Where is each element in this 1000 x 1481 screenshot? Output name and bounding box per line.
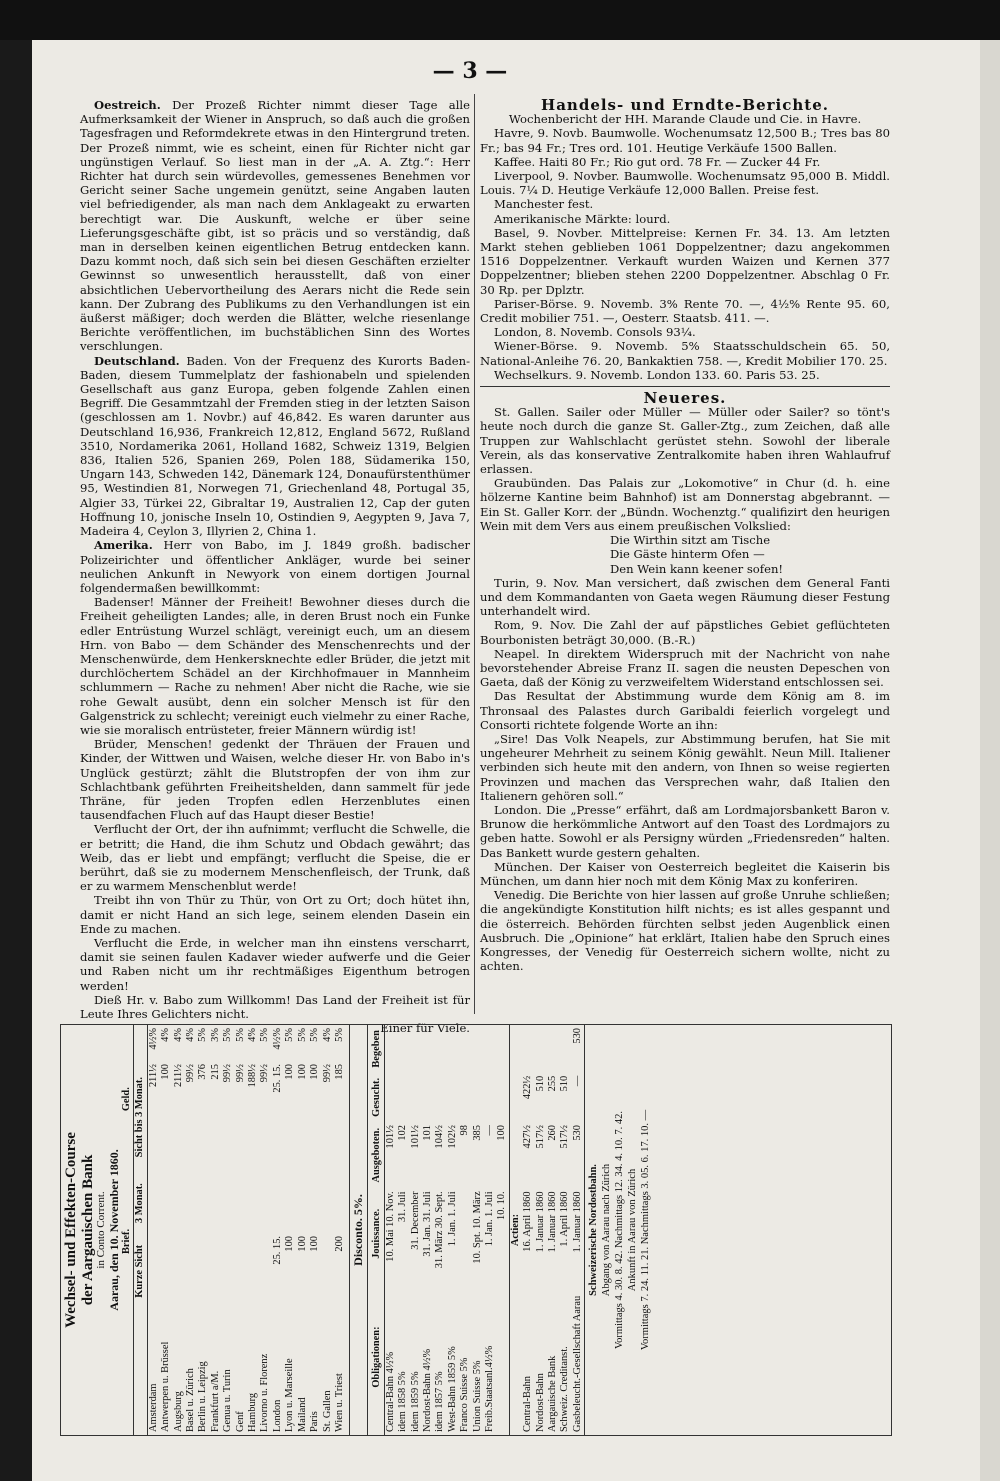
table-cell: 427½ [522,1125,534,1149]
table-cell: 5% [296,1028,308,1042]
table-cell [410,1025,422,1073]
table-cell: 211½ [172,1064,184,1088]
table-cell: 100 [284,1236,296,1252]
table-cell [173,1173,185,1233]
train-schedule [584,1025,652,1435]
text-neapel-1: Neapel. In direktem Widerspruch mit der Nachricht von nahe bevorstehender Abreise Franz II. sagen die neusten Depeschen von Gaeta, daß der König zu verzweifeltem Widerstand entschlossen sei. [480,646,890,690]
table-cell [185,1173,197,1233]
table-cell: 517½ [534,1125,546,1149]
text-wochenbericht: Wochenbericht der HH. Marande Claude und Cie. in Havre. [508,112,862,127]
actien-header: Actien: [509,1213,521,1247]
table-cell [559,1025,571,1073]
text-venedig: Venedig. Die Berichte von hier lassen auf große Unruhe schließen; die angekündigte Konstitution hilft nichts; es ist alles gespannt und die österreich. Behörden fürchten selbst jeden Augenblick einen Ausbruch. Die „Opinione“ hat erklärt, Italien habe den Spruch eines Kongresses, der Venedig für Oesterreich sichern wollte, nicht zu achten. [480,888,890,974]
text-basel: Basel, 9. Novber. Mittelpreise: Kernen Fr. 34. 13. Am letzten Markt stehen geblieben 1061 Doppelzentner; dazu angekommen 1516 Doppelzentner. Verkauft wurden Waizen und Kernen 377 Doppelzentner; blieben stehen 2200 Doppelzentner. Abschlag 0 Fr. 30 Rp. per Dplztr. [480,225,890,297]
table-cell: 1. Jan. 1. Juli [483,1191,495,1247]
table-cell: 215 [209,1064,221,1080]
table-row [322,1025,334,1435]
table-row [309,1025,321,1435]
table-row [559,1025,571,1435]
header-cell: Kurze Sicht [134,1233,147,1310]
table-cell: 99½ [185,1064,197,1083]
table-cell: 31. Jan. 31. Juli [421,1191,433,1257]
table-cell [210,1173,222,1233]
table-cell: Nordost-Bahn 4½% [421,1348,433,1432]
table-cell: 4½% [147,1028,159,1050]
header-cell: Ausgeboten. [371,1122,384,1188]
oblig-header-row [371,1025,384,1435]
table-cell [322,1173,334,1233]
text-amerika-2: Badenser! Männer der Freiheit! Bewohner dieses durch die Freiheit geheiligten Landes; alle, in deren Brust noch ein Funke edler Entrüstung Wurzel schlägt, vereinigt euch, um an diesem Hrn. von Babo — dem Schänder des Menschenrechts und der Menschenwürde, dem Henkersknechte edler Brüder, die jetzt mit durchlöchertem Schädel an der Kirchhofmauer in Mannheim schlummern — Rache zu nehmen! Aber nicht die Rache, wie sie rohe Gewalt ausübt, denn ein solcher Mensch ist für den Galgenstrick zu schlecht; vereinigt euch vielmehr zu einer Rache, wie sie moralisch entrüsteter, freier Männern würdig ist! [80,595,470,737]
table-cell: 5% [309,1028,321,1042]
table-cell: 4% [247,1028,259,1042]
table-cell: 101 [421,1125,433,1141]
table-cell: — [483,1125,495,1136]
text-muenchen: München. Der Kaiser von Oesterreich begleitet die Kaiserin bis München, um dann hier noch mit dem König Max zu konferiren. [480,859,890,888]
table-cell [309,1173,321,1233]
text-amerika-3: Brüder, Menschen! gedenkt der Thräuen der Frauen und Kinder, der Wittwen und Waisen, welche dieser Hr. von Babo in's Unglück gestürzt; zählt die Blutstropfen der von ihm zur Schlachtbank geführten Freiheitshelden, dann sammelt für jede Thräne, für jeden Tropfen edlen Herzenblutes einen tausendfachen Fluch auf das Haupt dieser Bestie! [80,737,470,823]
table-cell [235,1173,247,1233]
table-cell: 102½ [446,1125,458,1149]
table-row [210,1025,222,1435]
table-cell [272,1173,284,1233]
table-cell: 1. Januar 1860 [571,1191,583,1253]
table-cell: 99½ [259,1064,271,1083]
rates-body [147,1025,346,1435]
table-cell: 255 [547,1075,558,1092]
table-cell: 99½ [222,1064,234,1083]
table-row [459,1025,471,1435]
table-cell [197,1233,209,1310]
train-arrival-times: Vormittags 7. 24. 11. 21. Nachmittags 3. 05. 6. 17. 10. — [640,1109,652,1351]
table-cell [459,1188,471,1279]
table-cell [147,1173,160,1233]
text-graubuenden: Graubünden. Das Palais zur „Lokomotive“ in Chur (d. h. eine hölzerne Kantine beim Bahnhof) ist am Donnerstag abgebrannt. — Ein St. Galler Korr. der „Bündn. Wochenztg.“ qualifizirt den heurigen Wein mit dem Vers aus einem preußischen Volkslied: [480,476,890,533]
table-cell: 1. Januar 1860 [534,1191,546,1253]
table-cell [434,1073,446,1122]
table-cell: Paris [309,1411,321,1432]
table-cell: 188½ [247,1064,259,1088]
text-oestreich: Der Prozeß Richter nimmt dieser Tage alle Aufmerksamkeit der Wiener in Anspruch, so daß auch die großen Tagesfragen und Reformdekrete etwas in den Hintergrund treten. Der Prozeß nimmt, wie es scheint, einen für Richter nicht gar ungünstigen Verlauf. So liest man in der „A. A. Ztg.“: Herr Richter hat durch sein würdevolles, gemessenes Benehmen vor Gericht seiner Sache ungemein genützt, seine Angaben lauten viel befriedigender, als man nach dem Anklageakt zu erwarten berechtigt war. Die Auskunft, welche er über seine Lieferungsgeschäfte gibt, ist so präcis und so verständig, daß man in derselben keinen eigentlichen Betrug entdecken kann. Dazu kommt noch, daß sich sein bei diesen Geschäften erzielter Gewinnst so unwesentlich herausstellt, daß von einer absichtlichen Uebervortheilung des Aerars nicht die Rede sein kann. Der Zubrang des Publikums zu den Verhandlungen ist ein äußerst mäßiger; doch werden die Blätter, welche riesenlange Berichte veröffentlichen, im buchstäblichen Sinn des Wortes verschlungen. [80,98,470,354]
exchange-table-box [60,1024,892,1436]
table-cell: 4% [172,1028,184,1042]
table-cell: 100 [496,1125,508,1141]
text-neapel-3: „Sire! Das Volk Neapels, zur Abstimmung berufen, hat Sie mit ungeheurer Mehrheit zu seinem König gewählt. Neun Mill. Italiener verbinden sich heute mit den andern, von Ihnen so weise regierten Provinzen und machen das Versprechen wahr, daß Italien den Italienern gehören soll.“ [480,731,890,803]
table-cell: West-Bahn 1859 5% [446,1346,458,1432]
table-cell [197,1173,209,1233]
table-cell: 100 [309,1236,321,1252]
table-cell: Lyon u. Marseille [284,1358,296,1432]
table-cell [484,1073,496,1122]
table-cell: Hamburg [247,1392,259,1432]
table-cell [496,1025,509,1073]
table-cell: Gasbeleucht.-Gesellschaft Aarau [571,1295,583,1432]
text-london-presse: London. Die „Presse“ erfährt, daß am Lordmajorsbankett Baron v. Brunow die herkömmliche Antwort auf den Toast des Lordmajors zu geben hatte. Sowohl er als Persigny würden „Friedensreden“ halten. Das Bankett wurde gestern gehalten. [480,802,890,860]
text-kaffee: Kaffee. Haiti 80 Fr.; Rio gut ord. 78 Fr. — Zucker 44 Fr. [494,154,821,169]
table-subtitle-2: in Conto Corrent. [95,1191,107,1269]
column-divider [474,94,475,1014]
table-cell [447,1025,459,1073]
left-column [80,98,471,1036]
table-row [522,1025,534,1435]
group-header-geld: Geld. [121,1025,134,1173]
table-cell [384,1025,397,1073]
page-edge [980,40,1000,1481]
table-cell: 510 [534,1075,546,1092]
table-cell [160,1173,172,1233]
table-row [472,1025,484,1435]
table-row [222,1025,234,1435]
text-pariser-boerse: Pariser-Börse. 9. Novemb. 3% Rente 70. —, 4½% Rente 95. 60, Credit mobilier 751. —, Oesterr. Staatsb. 411. —. [480,296,890,326]
table-cell: Freib.Staatsanl.4½% [483,1345,495,1432]
table-cell [496,1279,509,1435]
text-manchester: Manchester fest. [494,197,594,212]
table-cell: 100 [296,1064,308,1080]
heading-deutschland: Deutschland. [94,353,180,368]
table-cell: 99½ [234,1064,246,1083]
heading-amerika: Amerika. [94,538,153,553]
table-cell [535,1025,547,1073]
header-cell [134,1025,147,1061]
table-cell: Aargauische Bank [547,1355,558,1432]
table-cell: Basel u. Zürich [185,1368,197,1432]
table-cell [259,1173,271,1233]
table-row [160,1025,172,1435]
table-cell: 422½ [522,1075,534,1100]
table-cell: 4% [185,1028,197,1042]
table-cell [284,1173,296,1233]
table-row [422,1025,434,1435]
table-cell: 31. März 30. Sept. [434,1191,446,1269]
table-cell: Central-Bahn 4½% [384,1351,396,1432]
table-cell: 510 [559,1075,571,1092]
table-cell: Schweiz. Creditanst. [559,1346,571,1432]
table-cell: Genf [234,1411,246,1432]
table-cell: St. Gallen [321,1390,333,1432]
text-amerika-4: Verflucht der Ort, der ihn aufnimmt; verflucht die Schwelle, die er betritt; die Hand, die ihm Schutz und Obdach gewährt; das Weib, das er liebt und empfängt; verflucht die Speise, die er berührt, daß sie zu modernem Menschenfleisch, der Trunk, daß er zu warmem Menschenblut werde! [80,822,470,894]
table-cell [472,1073,484,1122]
table-cell: Genua u. Turin [222,1369,234,1432]
table-cell: 10. Mai 10. Nov. [384,1191,396,1262]
poem-line-1: Die Wirthin sitzt am Tische [610,533,771,548]
table-cell: Augsburg [172,1391,184,1432]
table-cell: 4½% [271,1028,283,1050]
text-havre: Havre, 9. Novb. Baumwolle. Wochenumsatz 12,500 B.; Tres bas 80 Fr.; bas 94 Fr.; Tres ord. 101. Heutige Verkäufe 1500 Ballen. [480,126,890,155]
table-row [197,1025,209,1435]
table-cell: Union Suisse 5% [471,1360,483,1432]
table-cell [384,1073,397,1122]
table-cell: idem 1857 5% [434,1371,446,1432]
table-cell: 16. April 1860 [522,1191,534,1252]
article-amerika [80,538,470,595]
text-wiener-boerse: Wiener-Börse. 9. Novemb. 5% Staatsschuldschein 65. 50, National-Anleihe 76. 20, Bankaktien 758. —, Kredit Mobilier 170. 25. [480,339,890,368]
heading-oestreich: Oestreich. [94,98,161,112]
table-row [535,1025,547,1435]
table-cell: Frankfurt a/M. [209,1370,221,1432]
table-cell: 31. Juli [397,1191,409,1223]
table-cell [422,1025,434,1073]
table-cell [459,1073,471,1122]
table-cell [334,1173,346,1233]
table-cell [434,1025,446,1073]
section-rule [480,386,890,387]
table-row [284,1025,296,1435]
text-rom: Rom, 9. Nov. Die Zahl der auf päpstliches Gebiet geflüchteten Bourbonisten beträgt 30,000. (B.-R.) [480,618,890,647]
table-cell: Central-Bahn [522,1376,534,1432]
table-cell: 31. December [409,1191,421,1250]
table-cell: 104½ [434,1125,446,1149]
table-cell: 211½ [147,1064,159,1088]
table-cell [422,1073,434,1122]
table-row [147,1025,160,1435]
table-cell: 99½ [321,1064,333,1083]
table-cell: Nordost-Bahn [534,1373,546,1432]
table-cell: 5% [222,1028,234,1042]
table-cell: 5% [234,1028,246,1042]
table-cell [235,1233,247,1310]
table-cell: 25. 15. [271,1236,283,1265]
article-deutschland [80,354,470,539]
table-row [272,1025,284,1435]
table-cell: 1. April 1860 [559,1191,571,1247]
table-row [173,1025,185,1435]
text-neapel-2: Das Resultat der Abstimmung wurde dem König am 8. im Thronsaal des Palastes durch Garibaldi feierlich vorgelegt und Consorti richtete folgende Worte an ihn: [480,689,890,732]
table-row [397,1025,409,1435]
exchange-rates-table [121,1025,346,1435]
table-subtitle: der Aargauischen Bank [80,1154,96,1306]
table-cell [297,1173,309,1233]
table-cell: Antwerpen u. Brüssel [160,1341,172,1432]
header-cell: Gesucht. [371,1073,384,1122]
text-wechselkurs: Wechselkurs. 9. Novemb. London 133. 60. Paris 53. 25. [494,367,820,382]
table-cell: Franco Suisse 5% [459,1357,471,1432]
table-cell [173,1233,185,1310]
page-number: — 3 — [432,58,508,84]
text-amerika-6: Verflucht die Erde, in welcher man ihn einstens verscharrt, damit sie seinen faulen Kadaver wieder aufwerfe und die Geier und Raben nicht um ihr rechtmäßiges Eigenthum betrogen werden! [80,935,470,993]
table-row [484,1025,496,1435]
table-cell: 102 [397,1125,409,1141]
table-row [384,1025,397,1435]
table-cell: 100 [309,1064,321,1080]
table-row [297,1025,309,1435]
table-cell: 5% [333,1028,345,1042]
table-cell [222,1173,234,1233]
table-cell [484,1025,496,1073]
table-cell: 100 [160,1064,172,1080]
table-cell [447,1073,459,1122]
text-liverpool: Liverpool, 9. Novber. Baumwolle. Wochenumsatz 95,000 B. Middl. Louis. 7¼ D. Heutige Verkäufe 12,000 Ballen. Preise fest. [480,169,890,198]
table-cell [397,1025,409,1073]
table-group-header-row [121,1025,134,1435]
right-column [480,98,890,1018]
train-title: Schweizerische Nordostbahn. [588,1164,600,1296]
train-arrival-label: Ankunft in Aarau von Zürich [627,1168,639,1292]
table-cell [210,1233,222,1310]
table-cell: 101½ [409,1125,421,1149]
scan-top-border [0,0,1000,40]
text-stgallen: St. Gallen. Sailer oder Müller — Müller oder Sailer? so tönt's heute noch durch die ganze St. Galler-Ztg., zum Zeichen, daß alle Truppen zur Wahlschlacht gerüstet stehn. Sowohl der liberale Verein, als das konservative Zentralkomite haben ihren Wahlaufruf erlassen. [480,405,890,477]
text-london-consols: London, 8. Novemb. Consols 93¼. [494,325,696,340]
actien-body [522,1025,584,1435]
table-cell [247,1173,259,1233]
table-cell [259,1233,271,1310]
table-cell: 260 [547,1125,558,1141]
disconto: Disconto. 5%. [349,1025,368,1435]
header-cell: Begeben [371,1025,384,1073]
table-cell: 25. 15. [271,1064,283,1093]
poem-line-2: Die Gäste hinterm Ofen — [610,547,765,562]
article-oestreich [80,98,470,354]
table-cell: 376 [197,1064,209,1080]
table-row [334,1025,346,1435]
table-cell [222,1233,234,1310]
table-cell [247,1233,259,1310]
table-cell: 1. Januar 1860 [547,1191,558,1253]
table-row [496,1025,509,1435]
table-row [547,1025,559,1435]
section-title-neueres: Neueres. [643,389,727,408]
header-cell: 3 Monat. [134,1173,147,1233]
table-cell: 98 [459,1125,471,1136]
train-departure-label: Abgang von Aarau nach Zürich [601,1163,613,1297]
table-cell: 5% [284,1028,296,1042]
header-cell: Jouissance. [371,1188,384,1279]
table-title: Wechsel- und Effekten-Course [63,1132,79,1328]
table-cell: Mailand [296,1397,308,1432]
table-cell: 517½ [559,1125,571,1149]
header-cell: Sicht bis 3 Monat. [134,1061,147,1173]
table-cell: 5% [259,1028,271,1042]
section-title-handel: Handels- und Erndte-Berichte. [541,96,829,114]
actien-header-row [509,1025,522,1435]
exchange-table-rotated [61,1025,891,1435]
signoff: Einer für Viele. [380,1021,470,1036]
text-turin: Turin, 9. Nov. Man versichert, daß zwischen dem General Fanti und dem Kommandanten von Gaeta wegen Räumung dieser Festung unterhandelt wird. [480,575,890,619]
group-header-brief: Brief. [121,1173,134,1309]
table-row [259,1025,271,1435]
table-cell: 3% [209,1028,221,1042]
table-cell: idem 1858 5% [397,1371,409,1432]
table-cell [496,1073,509,1122]
table-cell: Wien u. Triest [333,1373,345,1432]
header-cell: Obligationen: [371,1279,384,1435]
table-cell: 100 [296,1236,308,1252]
table-cell: 200 [333,1236,345,1252]
table-cell [185,1233,197,1310]
table-cell: 4% [321,1028,333,1042]
table-cell [459,1025,471,1073]
table-cell: 530 [571,1028,583,1044]
text-amerik-maerkte: Amerikanische Märkte: lourd. [494,211,671,226]
table-cell [147,1233,160,1310]
table-row [410,1025,422,1435]
table-cell: 10. Spt. 10. März [471,1191,483,1264]
table-cell: 100 [284,1064,296,1080]
table-cell [547,1025,559,1073]
table-cell: 4% [160,1028,172,1042]
table-cell [322,1233,334,1310]
table-cell: Livorno u. Florenz [259,1353,271,1432]
actien-header-body [509,1025,522,1435]
table-cell: — [571,1075,583,1087]
train-departure-times: Vormittags 4. 30. 8. 42. Nachmittags 12. 34. 4. 10. 7. 42. [614,1110,626,1350]
table-cell: 530 [571,1125,583,1141]
table-cell: 185 [333,1064,345,1080]
table-cell [397,1073,409,1122]
table-row [572,1025,584,1435]
text-amerika-7: Dieß Hr. v. Babo zum Willkomm! Das Land der Freiheit ist für Leute Ihres Gelichters nicht. [80,992,470,1021]
header-cell [134,1310,147,1435]
oblig-body [384,1025,509,1435]
table-cell: London [271,1399,283,1432]
table-row [185,1025,197,1435]
table-row [447,1025,459,1435]
table-date: Aarau, den 10. November 1860. [107,1149,121,1311]
group-header-blank [121,1310,134,1435]
table-cell: Berlin u. Leipzig [197,1361,209,1432]
table-cell: 101½ [384,1125,396,1149]
poem-line-3: Den Wein kann keener sofen! [610,561,784,576]
table-cell: Amsterdam [147,1383,159,1432]
table-cell: 10. 10. [496,1191,508,1220]
text-deutschland: Baden. Von der Frequenz des Kurorts Baden-Baden, diesem Tummelplatz der fashionabeln und spielenden Gesellschaft aus ganz Europa, geben folgende Zahlen einen Begriff. Die Gesammtzahl der Fremden stieg in der letzten Saison (geschlossen am 1. Novbr.) auf 46,842. Es waren darunter aus Deutschland 16,936, Frankreich 12,812, England 5672, Rußland 3510, Nordamerika 2061, Holland 1682, Schweiz 1319, Belgien 836, Italien 526, Spanien 269, Polen 188, Südamerika 150, Ungarn 143, Schweden 142, Dänemark 124, Donaufürstenthümer 95, Westindien 81, Norwegen 71, Griechenland 48, Portugal 35, Algier 33, Türkei 22, Gibraltar 19, Australien 12, Cap der guten Hoffnung 10, jonische Inseln 10, Ostindien 9, Aegypten 9, Java 7, Madeira 4, Ceylon 3, Illyrien 2, China 1. [80,353,471,539]
table-cell: 5% [197,1028,209,1042]
table-row [434,1025,446,1435]
text-amerika-1: Herr von Babo, im J. 1849 großh. badischer Polizeirichter und öffentlicher Ankläger, wurde bei seiner neulichen Ankunft in Newyork von einem dortigen Journal folgendermaßen bewillkommt: [80,538,471,595]
table-cell [160,1233,172,1310]
table-cell [410,1073,422,1122]
table-cell: 1. Jan. 1. Juli [446,1191,458,1247]
table-cell [522,1025,534,1073]
table-row [235,1025,247,1435]
table-cell: 385 [471,1125,483,1141]
table-cell [472,1025,484,1073]
table-row [247,1025,259,1435]
obligations-table [371,1025,584,1435]
table-cell: idem 1859 5% [409,1371,421,1432]
text-amerika-5: Treibt ihn von Thür zu Thür, von Ort zu Ort; doch hütet ihn, damit er nicht Hand an sich lege, seinem elenden Dasein ein Ende zu machen. [80,893,470,936]
table-header-row [134,1025,147,1435]
